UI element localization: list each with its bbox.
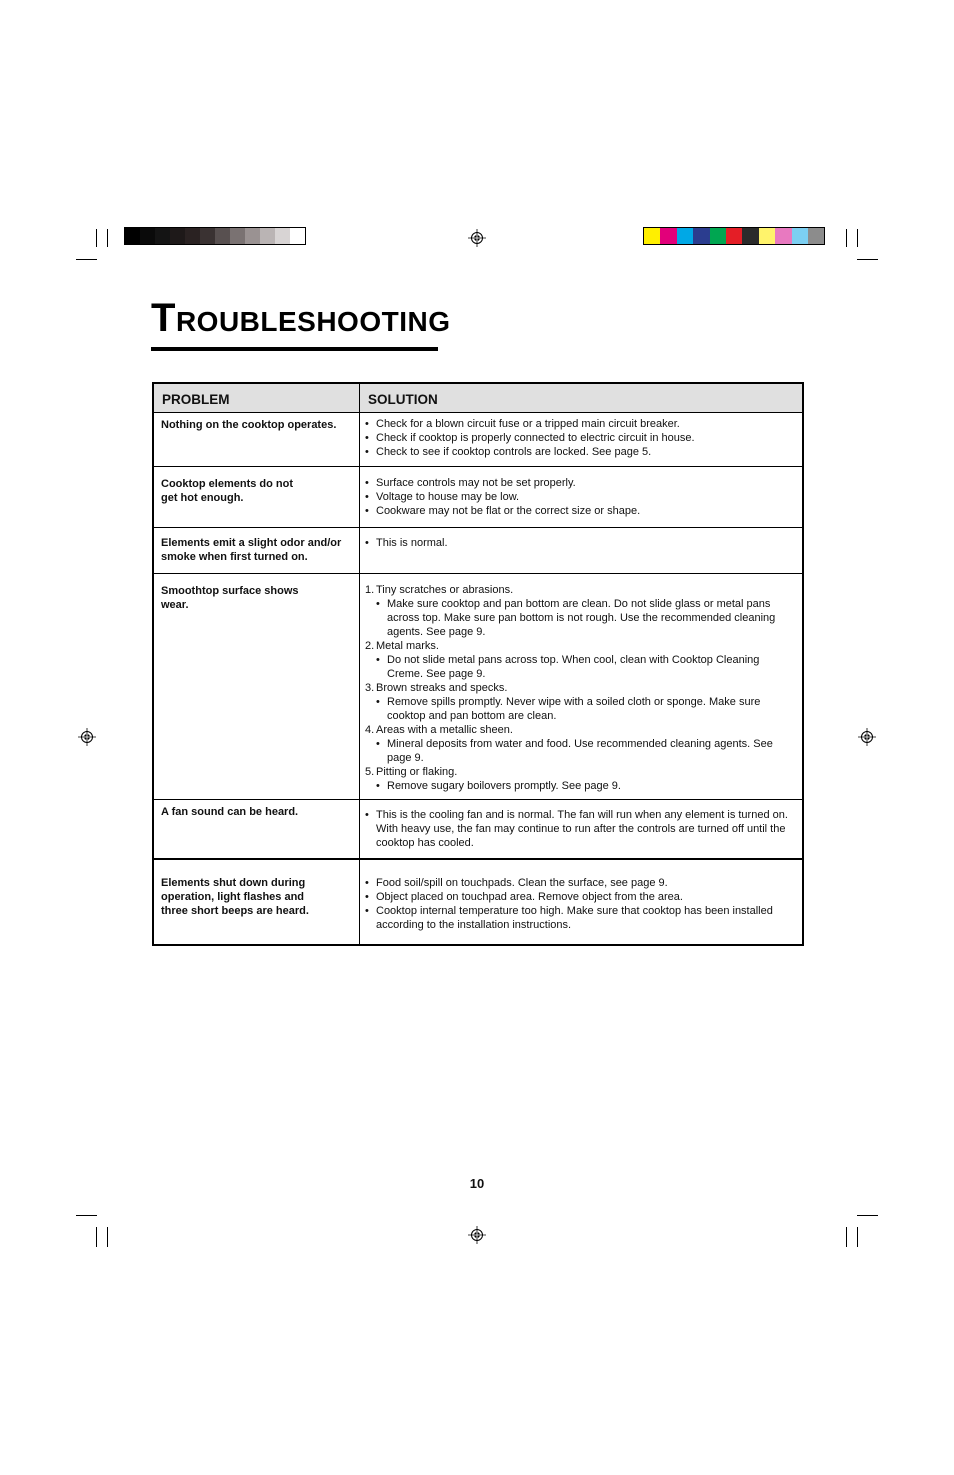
crop-mark: [846, 1227, 847, 1247]
solution-item: [365, 490, 796, 504]
solution-item: [365, 445, 796, 459]
solution-cell: [360, 800, 802, 858]
solution-item: [365, 476, 796, 490]
title-rest: ROUBLESHOOTING: [175, 306, 451, 337]
solution-item: [365, 890, 796, 904]
color-swatch: [677, 228, 693, 244]
solution-item: [365, 765, 796, 779]
color-swatch: [230, 228, 245, 244]
color-swatch: [185, 228, 200, 244]
crop-mark: [857, 259, 878, 260]
solution-text: Do not slide metal pans across top. When cool, clean with Cooktop Cleaning Creme. See page 9.: [387, 654, 760, 680]
problem-cell: Cooktop elements do not get hot enough.: [154, 467, 360, 527]
solution-cell: [360, 574, 802, 799]
list-marker: •: [365, 491, 369, 503]
list-marker: •: [365, 809, 369, 821]
table-row: [154, 413, 802, 467]
solution-text: Check for a blown circuit fuse or a tripped main circuit breaker.: [376, 418, 680, 430]
list-marker: •: [365, 432, 369, 444]
solution-text: Cooktop internal temperature too high. Make sure that cooktop has been installed according to the installation instructions.: [376, 905, 773, 931]
title-initial: T: [151, 296, 176, 340]
color-swatch: [792, 228, 808, 244]
color-swatch: [808, 228, 824, 244]
solution-cell: [360, 467, 802, 527]
color-swatch: [275, 228, 290, 244]
color-swatch: [155, 228, 170, 244]
troubleshooting-table: [152, 382, 804, 946]
color-swatch: [260, 228, 275, 244]
crop-mark: [76, 259, 97, 260]
problem-cell: Elements shut down during operation, light flashes and three short beeps are heard.: [154, 860, 360, 944]
solution-item: [365, 723, 796, 737]
crop-mark: [857, 1215, 878, 1216]
solution-text: Check to see if cooktop controls are locked. See page 5.: [376, 446, 652, 458]
solution-text: Metal marks.: [376, 640, 439, 652]
solution-cell: [360, 860, 802, 944]
list-marker: 3.: [365, 682, 375, 694]
list-marker: 5.: [365, 766, 375, 778]
solution-subitem: [365, 779, 796, 793]
color-swatch: [170, 228, 185, 244]
solution-item: [365, 681, 796, 695]
color-swatch: [660, 228, 676, 244]
list-marker: •: [365, 891, 369, 903]
solution-text: This is normal.: [376, 537, 448, 549]
table-row: [154, 467, 802, 528]
solution-text: Cookware may not be flat or the correct size or shape.: [376, 505, 641, 517]
list-marker: 1.: [365, 584, 375, 596]
solution-subitem: [365, 737, 796, 765]
list-marker: 2.: [365, 640, 375, 652]
crop-mark: [107, 229, 108, 247]
color-swatch: [140, 228, 155, 244]
problem-cell: Nothing on the cooktop operates.: [154, 413, 360, 466]
crop-mark: [846, 229, 847, 247]
problem-column-header: PROBLEM: [154, 384, 360, 412]
registration-mark-icon: [468, 1226, 486, 1244]
list-marker: •: [365, 537, 369, 549]
solution-text: Food soil/spill on touchpads. Clean the surface, see page 9.: [376, 877, 668, 889]
solution-text: Tiny scratches or abrasions.: [376, 584, 514, 596]
table-row: [154, 800, 802, 860]
table-row: [154, 574, 802, 800]
problem-cell: Elements emit a slight odor and/or smoke when first turned on.: [154, 528, 360, 573]
color-swatch: [726, 228, 742, 244]
solution-item: [365, 536, 796, 550]
grayscale-color-bar: [124, 227, 306, 245]
solution-text: Object placed on touchpad area. Remove object from the area.: [376, 891, 683, 903]
list-marker: •: [365, 877, 369, 889]
solution-text: Mineral deposits from water and food. Use recommended cleaning agents. See page 9.: [387, 738, 773, 764]
solution-text: Remove sugary boilovers promptly. See page 9.: [387, 780, 621, 792]
solution-text: Voltage to house may be low.: [376, 491, 520, 503]
solution-text: Check if cooktop is properly connected to electric circuit in house.: [376, 432, 695, 444]
solution-item: [365, 808, 796, 850]
solution-cell: [360, 413, 802, 466]
list-marker: •: [365, 446, 369, 458]
problem-cell: A fan sound can be heard.: [154, 800, 360, 858]
solution-text: Pitting or flaking.: [376, 766, 458, 778]
color-swatch: [759, 228, 775, 244]
color-swatch: [245, 228, 260, 244]
solution-text: Make sure cooktop and pan bottom are clean. Do not slide glass or metal pans across top. Make sure pan bottom is not rough. Use the recommended cleaning agents. See page 9.: [387, 598, 776, 638]
crop-mark: [96, 1227, 97, 1247]
solution-cell: [360, 528, 802, 573]
page-title: [151, 298, 451, 338]
color-swatch: [710, 228, 726, 244]
list-marker: •: [365, 477, 369, 489]
list-marker: •: [376, 598, 380, 610]
color-swatch: [290, 228, 305, 244]
registration-mark-icon: [468, 229, 486, 247]
table-header: [154, 384, 802, 413]
solution-item: [365, 583, 796, 597]
process-color-bar: [643, 227, 825, 245]
color-swatch: [644, 228, 660, 244]
solution-item: [365, 876, 796, 890]
solution-subitem: [365, 653, 796, 681]
registration-mark-icon: [858, 728, 876, 746]
list-marker: •: [365, 905, 369, 917]
title-underline: [151, 347, 438, 351]
crop-mark: [857, 1227, 858, 1247]
list-marker: •: [376, 696, 380, 708]
list-marker: •: [376, 654, 380, 666]
solution-item: [365, 904, 796, 932]
solution-item: [365, 639, 796, 653]
table-row: [154, 860, 802, 944]
solution-subitem: [365, 597, 796, 639]
list-marker: 4.: [365, 724, 375, 736]
list-marker: •: [365, 505, 369, 517]
color-swatch: [742, 228, 758, 244]
problem-cell: Smoothtop surface shows wear.: [154, 574, 360, 799]
solution-text: Brown streaks and specks.: [376, 682, 508, 694]
color-swatch: [200, 228, 215, 244]
list-marker: •: [376, 738, 380, 750]
color-swatch: [125, 228, 140, 244]
crop-mark: [96, 229, 97, 247]
solution-text: Areas with a metallic sheen.: [376, 724, 513, 736]
table-row: [154, 528, 802, 574]
solution-text: Remove spills promptly. Never wipe with a soiled cloth or sponge. Make sure cooktop and pan bottom are clean.: [387, 696, 761, 722]
solution-column-header: SOLUTION: [368, 392, 438, 407]
color-swatch: [775, 228, 791, 244]
color-swatch: [693, 228, 709, 244]
page-number: 10: [469, 1176, 485, 1191]
crop-mark: [76, 1215, 97, 1216]
solution-text: Surface controls may not be set properly.: [376, 477, 576, 489]
solution-subitem: [365, 695, 796, 723]
solution-item: [365, 431, 796, 445]
crop-mark: [857, 229, 858, 247]
solution-item: [365, 417, 796, 431]
solution-item: [365, 504, 796, 518]
color-swatch: [215, 228, 230, 244]
list-marker: •: [365, 418, 369, 430]
list-marker: •: [376, 780, 380, 792]
solution-text: This is the cooling fan and is normal. The fan will run when any element is turned on. With heavy use, the fan may continue to run after the controls are turned off until the cooktop has cooled.: [376, 809, 788, 849]
registration-mark-icon: [78, 728, 96, 746]
crop-mark: [107, 1227, 108, 1247]
